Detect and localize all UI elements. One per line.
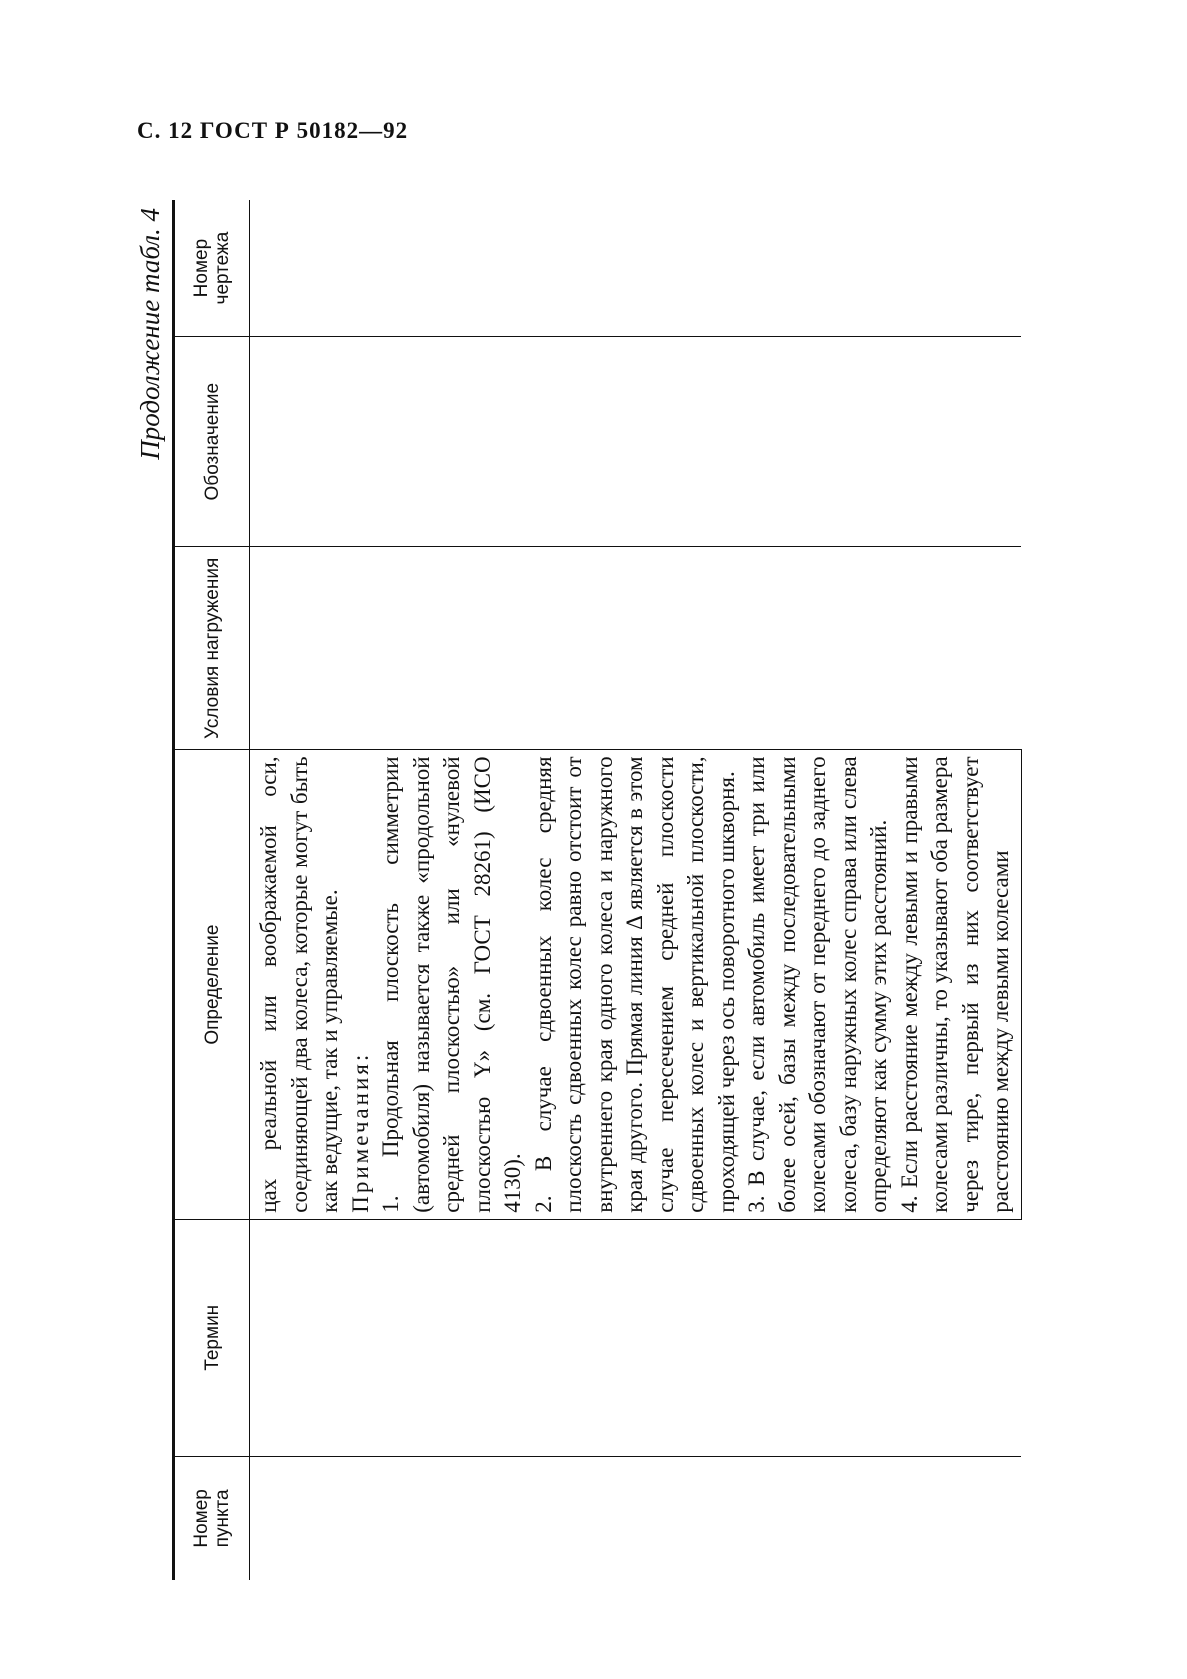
- note-4: 4. Если расстояние между левыми и правыми колесами различны, то указывают оба размера через тире, первый из них соответствует расстоянию между левыми колесами: [896, 756, 1013, 1213]
- definition-intro: цах реальной или воображаемой оси, соединяющей два колеса, которые могут быть как ведущие, так и управляемые.: [256, 756, 342, 1213]
- column-header-item-number: Номер пункта: [174, 1456, 250, 1580]
- table-header-row: [174, 200, 250, 1580]
- item-number-cell: [250, 1456, 1022, 1580]
- table-continuation-caption: Продолжение табл. 4: [135, 208, 165, 460]
- table-row: [250, 200, 1022, 1580]
- notes-heading: Примечания:: [347, 1051, 373, 1213]
- rotated-table: [130, 200, 1080, 1580]
- column-header-designation: Обозначение: [174, 337, 250, 547]
- column-header-definition: Определение: [174, 750, 250, 1219]
- note-2: 2. В случае сдвоенных колес средняя плоскость сдвоенных колес равно отстоит от внутреннего края одного колеса и наружного края другого. Прямая линия Δ является в этом случае пересечением средней плоскости сдвоенных колес и вертикальной плоскости, проходящей через ось поворотного шкворня.: [530, 756, 739, 1213]
- definition-cell: [250, 750, 1022, 1219]
- note-1: 1. Продольная плоскость симметрии (автомобиля) называется также «продольной средней плоскостью» или «нулевой плоскостью Y» (см. ГОСТ 28261) (ИСО 4130).: [378, 756, 525, 1213]
- designation-cell: [250, 337, 1022, 547]
- load-conditions-cell: [250, 547, 1022, 750]
- terms-table: [172, 200, 1022, 1580]
- column-header-load-conditions: Условия нагружения: [174, 547, 250, 750]
- page-header: С. 12 ГОСТ Р 50182—92: [137, 118, 409, 143]
- column-header-term: Термин: [174, 1219, 250, 1456]
- drawing-number-cell: [250, 200, 1022, 337]
- term-cell: [250, 1219, 1022, 1456]
- note-3: 3. В случае, если автомобиль имеет три или более осей, базы между последовательными колесами обозначают от переднего до заднего колеса, базу наружных колес справа или слева определяют как сумму этих расстояний.: [744, 756, 891, 1213]
- column-header-drawing-number: Номер чертежа: [174, 200, 250, 337]
